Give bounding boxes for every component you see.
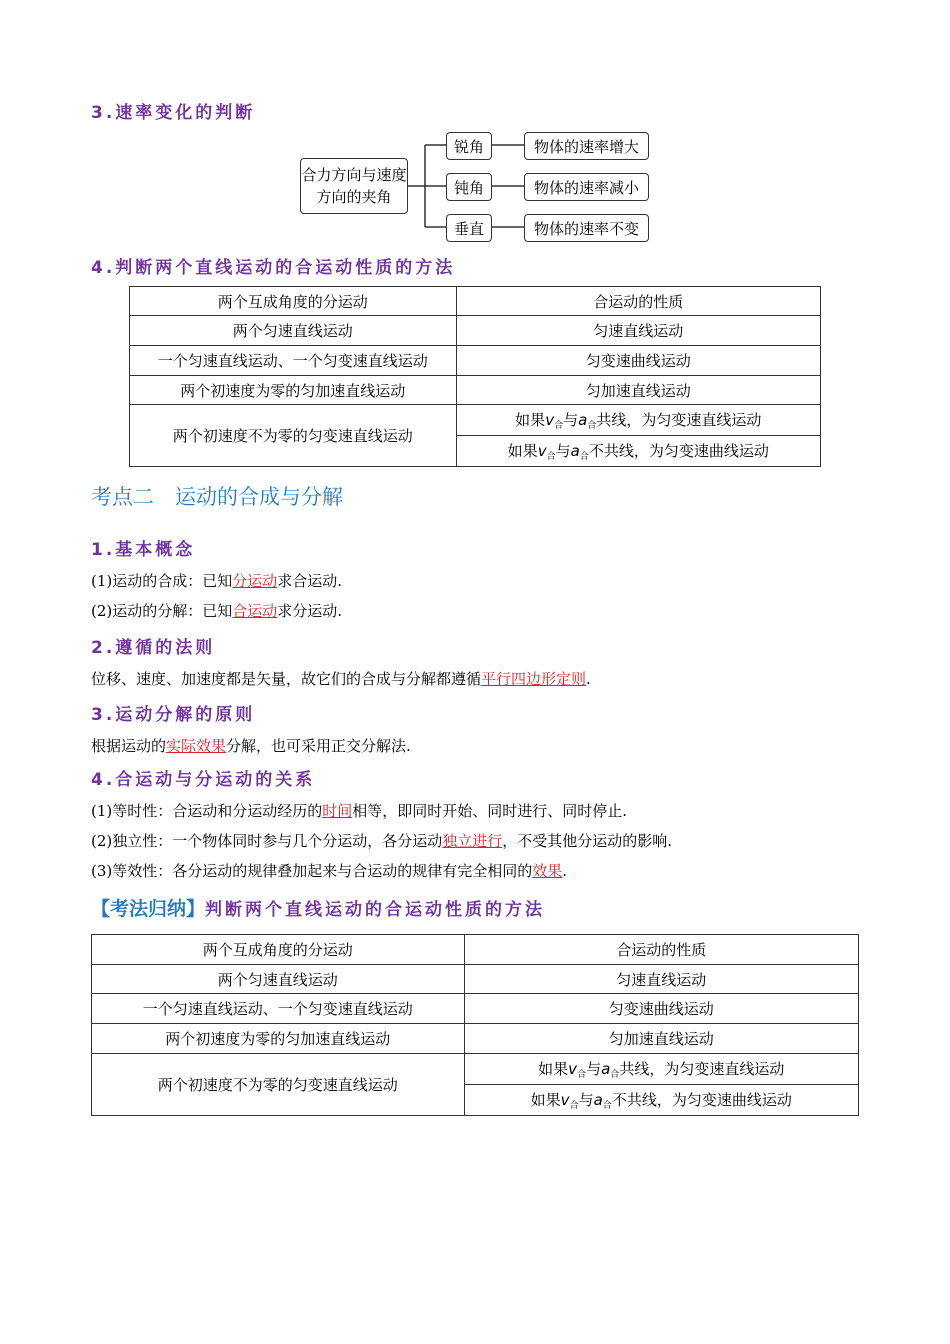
table-cell: 一个匀速直线运动、一个匀变速直线运动 <box>92 994 465 1024</box>
motion-table-1 <box>129 286 821 467</box>
table-cell: 匀变速曲线运动 <box>464 994 859 1024</box>
table-header: 两个互成角度的分运动 <box>130 287 457 316</box>
principle-heading: 3.运动分解的原则 <box>91 705 256 725</box>
table-cell: 匀变速曲线运动 <box>456 346 820 376</box>
principle-line: 根据运动的实际效果分解，也可采用正交分解法. <box>91 737 411 755</box>
table-cell-condition-collinear: 如果$v_合$与$a_合$共线，为匀变速直线运动 <box>464 1054 859 1085</box>
law-line: 位移、速度、加速度都是矢量，故它们的合成与分解都遵循平行四边形定则. <box>91 670 591 688</box>
diagram-angle-obtuse: 钝角 <box>446 173 492 201</box>
table-cell: 两个初速度为零的匀加速直线运动 <box>130 376 457 405</box>
relation-line-1: (1)等时性：合运动和分运动经历的时间相等，即同时开始、同时进行、同时停止. <box>91 802 628 820</box>
diagram-angle-right: 垂直 <box>446 214 492 242</box>
kaofa-title: 判断两个直线运动的合运动性质的方法 <box>205 900 546 920</box>
table-cell: 匀加速直线运动 <box>464 1024 859 1054</box>
basic-concept-line-2: (2)运动的分解：已知合运动求分运动. <box>91 602 343 620</box>
table-header: 两个互成角度的分运动 <box>92 935 465 965</box>
law-heading: 2.遵循的法则 <box>91 638 216 658</box>
table-cell-condition-noncollinear: 如果$v_合$与$a_合$不共线，为匀变速曲线运动 <box>464 1085 859 1116</box>
kaofa-label: 【考法归纳】 <box>91 898 206 920</box>
table-cell-condition-collinear: 如果$v_合$与$a_合$共线，为匀变速直线运动 <box>456 405 820 436</box>
relation-heading: 4.合运动与分运动的关系 <box>91 770 316 790</box>
relation-line-2: (2)独立性：一个物体同时参与几个分运动，各分运动独立进行，不受其他分运动的影响. <box>91 832 673 850</box>
diagram-result-constant: 物体的速率不变 <box>524 214 649 242</box>
table-cell: 两个初速度不为零的匀变速直线运动 <box>92 1054 465 1116</box>
table-cell: 匀加速直线运动 <box>456 376 820 405</box>
table-cell: 两个匀速直线运动 <box>92 965 465 994</box>
relation-line-3: (3)等效性：各分运动的规律叠加起来与合运动的规律有完全相同的效果. <box>91 862 568 880</box>
table-header: 合运动的性质 <box>464 935 859 965</box>
table-cell-condition-noncollinear: 如果$v_合$与$a_合$不共线，为匀变速曲线运动 <box>456 436 820 467</box>
diagram-result-decrease: 物体的速率减小 <box>524 173 649 201</box>
diagram-root: 合力方向与速度方向的夹角 <box>300 158 408 214</box>
table-cell: 两个匀速直线运动 <box>130 316 457 346</box>
table-cell: 一个匀速直线运动、一个匀变速直线运动 <box>130 346 457 376</box>
table-cell: 匀速直线运动 <box>464 965 859 994</box>
diagram-angle-acute: 锐角 <box>446 132 492 160</box>
table-header: 合运动的性质 <box>456 287 820 316</box>
diagram-result-increase: 物体的速率增大 <box>524 132 649 160</box>
motion-table-2 <box>91 934 859 1116</box>
table-cell: 两个初速度不为零的匀变速直线运动 <box>130 405 457 467</box>
kaofa-heading <box>91 894 545 921</box>
table-cell: 两个初速度为零的匀加速直线运动 <box>92 1024 465 1054</box>
section3-heading: 3.速率变化的判断 <box>91 103 256 123</box>
basic-concept-heading: 1.基本概念 <box>91 540 196 560</box>
kaodian2-heading: 考点二 运动的合成与分解 <box>91 485 343 509</box>
section4-heading: 4.判断两个直线运动的合运动性质的方法 <box>91 258 456 278</box>
table-cell: 匀速直线运动 <box>456 316 820 346</box>
basic-concept-line-1: (1)运动的合成：已知分运动求合运动. <box>91 572 343 590</box>
